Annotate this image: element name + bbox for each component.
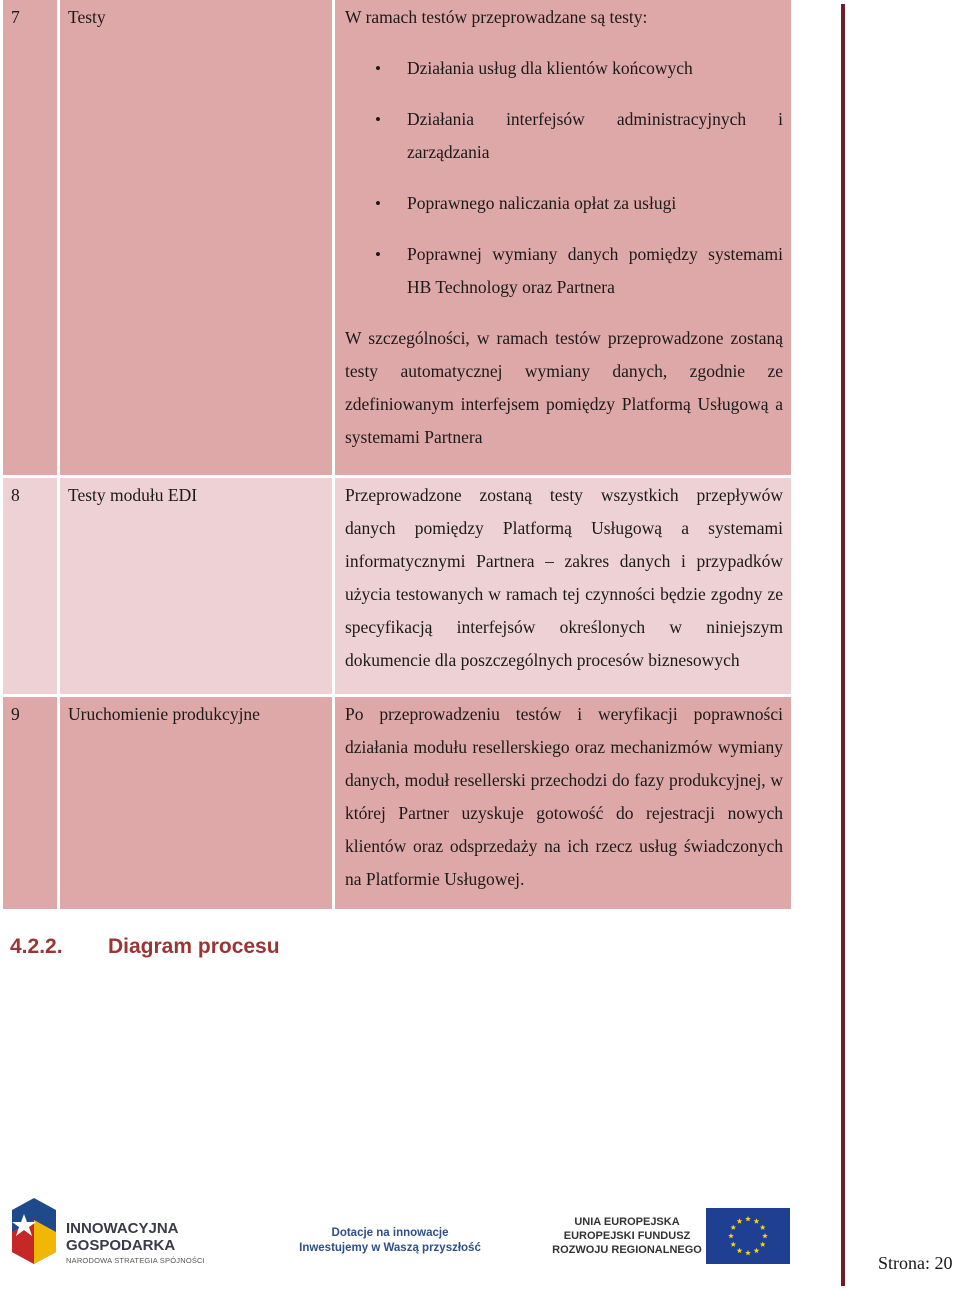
list-item: • Poprawnego naliczania opłat za usługi — [345, 187, 783, 220]
list-item: • Działania usług dla klientów końcowych — [345, 52, 783, 85]
ig-wordmark: INNOWACYJNA GOSPODARKA — [66, 1220, 179, 1254]
page-margin-rule — [841, 4, 845, 1286]
page-number: Strona: 20 — [878, 1253, 953, 1273]
step-number: 8 — [3, 475, 57, 694]
eu-flag-icon — [706, 1208, 790, 1264]
eu-fund-label: UNIA EUROPEJSKA EUROPEJSKI FUNDUSZ ROZWOJU REGIONALNEGO — [552, 1216, 702, 1256]
footer-logos — [0, 1190, 960, 1289]
step-paragraph: W szczególności, w ramach testów przeprowadzone zostaną testy automatycznej wymiany danych, zgodnie ze zdefiniowanym interfejsem pomiędzy Platformą Usługową a systemami Partnera — [345, 328, 783, 447]
section-title: Diagram procesu — [108, 935, 280, 958]
step-name: Uruchomienie produkcyjne — [60, 694, 332, 909]
ig-emblem-icon — [10, 1196, 58, 1266]
ig-subtitle: NARODOWA STRATEGIA SPÓJNOŚCI — [66, 1256, 205, 1265]
bullet-icon: • — [375, 110, 381, 129]
bullet-icon: • — [375, 245, 381, 264]
step-description: Po przeprowadzeniu testów i weryfikacji poprawności działania modułu resellerskiego oraz mechanizmów wymiany danych, moduł resellerski przechodzi do fazy produkcyjnej, w której Partner uzyskuje gotowość do rejestracji nowych klientów oraz odsprzedaży na ich rzecz usług świadczonych na Platformie Usługowej. — [335, 694, 791, 909]
bullet-icon: • — [375, 194, 381, 213]
tests-list — [345, 52, 783, 304]
table-row — [3, 694, 791, 909]
step-description: Przeprowadzone zostaną testy wszystkich przepływów danych pomiędzy Platformą Usługową a systemami informatycznymi Partnera – zakres danych i przypadków użycia testowanych w ramach tej czynności będzie zgodny ze specyfikacją interfejsów określonych w niniejszym dokumencie dla poszczególnych procesów biznesowych — [335, 475, 791, 694]
table-row — [3, 475, 791, 694]
innowacyjna-gospodarka-logo — [10, 1196, 210, 1266]
step-number: 9 — [3, 694, 57, 909]
bullet-icon: • — [375, 59, 381, 78]
step-name: Testy — [60, 0, 332, 475]
table-row — [3, 0, 791, 475]
step-description — [335, 0, 791, 475]
list-item: • Poprawnej wymiany danych pomiędzy systemami HB Technology oraz Partnera — [345, 238, 783, 304]
step-intro: W ramach testów przeprowadzane są testy: — [345, 7, 648, 27]
section-heading — [10, 935, 280, 959]
list-item: • Działania interfejsów administracyjnych i zarządzania — [345, 103, 783, 169]
step-name: Testy modułu EDI — [60, 475, 332, 694]
slogan: Dotacje na innowacje Inwestujemy w Waszą przyszłość — [299, 1227, 481, 1254]
step-number: 7 — [3, 0, 57, 475]
section-number: 4.2.2. — [10, 935, 63, 958]
